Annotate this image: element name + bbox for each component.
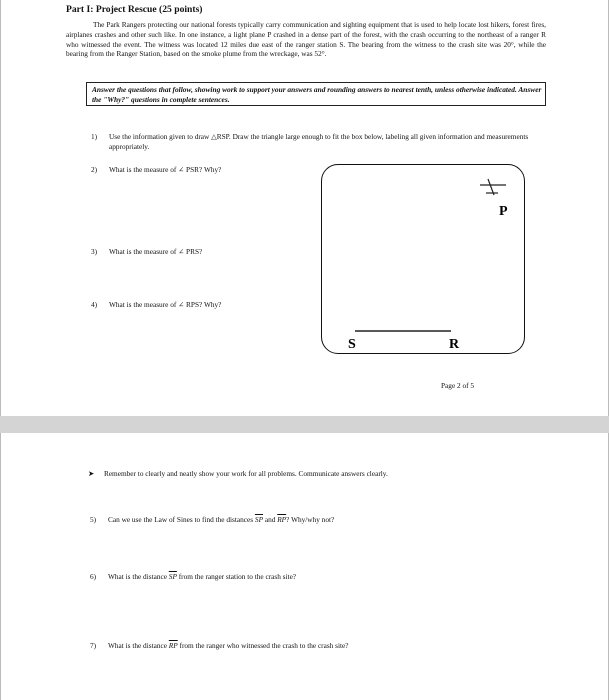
question-6 [90,572,510,582]
arrow-bullet-icon: ➤ [88,469,95,478]
question-text-part: ? Why/why not? [286,515,335,524]
question-number: 5) [90,515,97,524]
question-text-part: Can we use the Law of Sines to find the distances [108,515,255,524]
question-text-part: What is the distance [108,572,169,581]
question-text [108,572,296,582]
question-text [108,515,334,525]
question-number: 4) [91,300,98,309]
segment-rp: $\overline{RP}$ [168,641,178,650]
label-p: P [499,204,508,219]
question-text: What is the measure of ∠ PRS? [109,247,203,256]
question-7 [90,641,510,651]
question-number: 1) [91,132,98,141]
question-number: 6) [90,572,97,581]
instructions-box: Answer the questions that follow, showing work to support your answers and rounding answers to nearest tenth, unless otherwise indicated. Answer the "Why?" questions in complete sentences. [86,82,546,106]
question-text-part: and [263,515,278,524]
question-number: 3) [91,247,98,256]
question-text-part: What is the distance [108,641,169,650]
question-1 [91,132,551,154]
question-text: What is the measure of ∠ RPS? Why? [109,300,222,309]
segment-sp: $\overline{SP}$ [168,572,177,581]
drawing-box [321,164,525,354]
triangle-diagram [322,165,523,352]
label-s: S [348,337,356,352]
question-number: 2) [91,165,98,174]
question-text-part: from the ranger who witnessed the crash to the crash site? [177,641,349,650]
intro-paragraph: The Park Rangers protecting our national forests typically carry communication and sighting equipment that is used to help locate lost hikers, forest fires, airplanes crashes and other such like. In one instance, a light plane P crashed in a dense part of the forest, with the crash occurring to the northeast of a ranger R who witnessed the event. The witness was located 12 miles due east of the ranger station S. The bearing from the witness to the crash site was 20°, while the bearing from the Ranger Station, based on the smoke plume from the wreckage, was 52°. [66,20,546,59]
question-number: 7) [90,641,97,650]
reminder-bullet [88,469,388,478]
airplane-icon [480,179,506,195]
part-title: Part I: Project Rescue (25 points) [66,4,203,15]
question-4 [91,300,311,310]
reminder-text: Remember to clearly and neatly show your work for all problems. Communicate answers clearly. [103,469,388,478]
question-text: Use the information given to draw △RSP. Draw the triangle large enough to fit the box below, labeling all given information and measurements appropriately. [109,132,529,151]
page-number: Page 2 of 5 [441,381,475,390]
label-r: R [449,337,460,352]
question-text [108,641,349,651]
question-5 [90,515,510,525]
question-text-part: from the ranger station to the crash site? [176,572,297,581]
question-2 [91,165,311,175]
question-3 [91,247,311,257]
segment-rp: $\overline{RP}$ [277,515,287,524]
question-text: What is the measure of ∠ PSR? Why? [109,165,222,174]
segment-sp: $\overline{SP}$ [254,515,264,524]
